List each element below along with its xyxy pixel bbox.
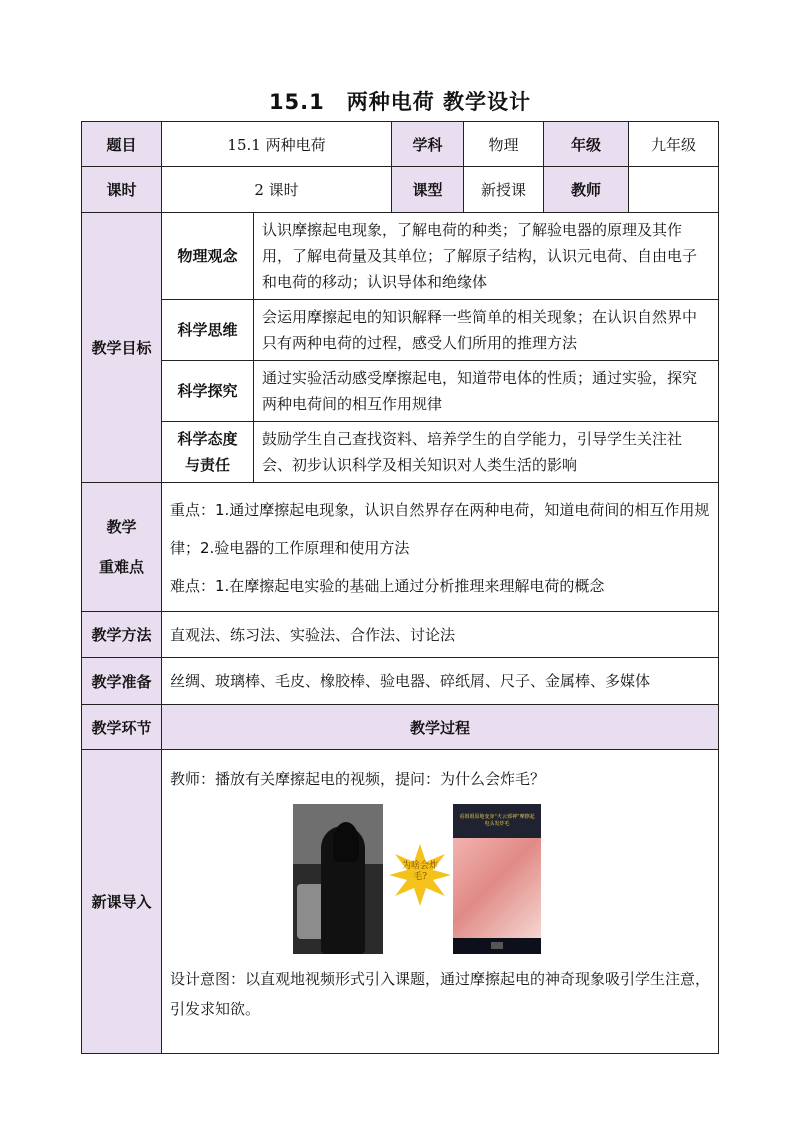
focus-content [162, 483, 719, 612]
video-control-icon [491, 942, 503, 949]
process-stage-label: 教学环节 [82, 705, 162, 750]
methods-value: 直观法、练习法、实验法、合作法、讨论法 [162, 612, 719, 658]
process-label: 教学过程 [162, 705, 719, 750]
methods-label: 教学方法 [82, 612, 162, 658]
prep-label: 教学准备 [82, 658, 162, 705]
objective-name-4 [162, 422, 254, 483]
objective-name-4-line1: 科学态度 [177, 430, 238, 448]
video-screenshot [293, 804, 543, 954]
lesson-plan-table [81, 121, 719, 1054]
intro-design-text: 设计意图：以直观地视频形式引入课题，通过摩擦起电的神奇现象吸引学生注意，引发求知欲。 [170, 970, 711, 1018]
video-frame-right [453, 804, 541, 954]
hours-label: 课时 [82, 167, 162, 213]
objective-name-2: 科学思维 [162, 300, 254, 361]
burst-text: 为啥会炸毛? [401, 861, 438, 882]
type-value: 新授课 [464, 167, 544, 213]
objective-name-1: 物理观念 [162, 213, 254, 300]
process-header-row [82, 705, 719, 750]
focus-difficult: 难点：1.在摩擦起电实验的基础上通过分析推理来理解电荷的概念 [170, 577, 605, 595]
row-hours [82, 167, 719, 213]
objective-text-4: 鼓励学生自己查找资料、培养学生的自学能力，引导学生关注社会、初步认识科学及相关知识对人类生活的影响 [254, 422, 719, 483]
teacher-label: 教师 [544, 167, 629, 213]
objective-text-1: 认识摩擦起电现象，了解电荷的种类；了解验电器的原理及其作用，了解电荷量及其单位；了解原子结构，认识元电荷、自由电子和电荷的移动；认识导体和绝缘体 [254, 213, 719, 300]
objective-name-3: 科学探究 [162, 361, 254, 422]
intro-row [82, 750, 719, 1054]
grade-label: 年级 [544, 122, 629, 167]
objective-text-2: 会运用摩擦起电的知识解释一些简单的相关现象；在认识自然界中只有两种电荷的过程，感受人们所用的推理方法 [254, 300, 719, 361]
focus-label-line2: 重难点 [98, 558, 144, 576]
methods-row [82, 612, 719, 658]
teacher-value [629, 167, 719, 213]
objective-row-1 [82, 213, 719, 300]
subject-label: 学科 [392, 122, 464, 167]
focus-label-line1: 教学 [106, 518, 137, 536]
video-frame-left [293, 804, 383, 954]
objective-row-2 [82, 300, 719, 361]
video-caption: 看姐姐原地变身“火云邪神”摩擦起电头发炸毛 [459, 814, 535, 827]
focus-row [82, 483, 719, 612]
topic-label: 题目 [82, 122, 162, 167]
intro-label: 新课导入 [82, 750, 162, 1054]
row-topic [82, 122, 719, 167]
topic-value: 15.1 两种电荷 [162, 122, 392, 167]
objective-name-4-line2: 与责任 [184, 456, 230, 474]
objective-row-4 [82, 422, 719, 483]
focus-key: 重点：1.通过摩擦起电现象，认识自然界存在两种电荷，知道电荷间的相互作用规律；2.验电器的工作原理和使用方法 [170, 501, 710, 557]
objectives-label: 教学目标 [82, 213, 162, 483]
objective-text-3: 通过实验活动感受摩擦起电，知道带电体的性质；通过实验，探究两种电荷间的相互作用规律 [254, 361, 719, 422]
intro-content [162, 750, 719, 1054]
prep-row [82, 658, 719, 705]
prep-value: 丝绸、玻璃棒、毛皮、橡胶棒、验电器、碎纸屑、尺子、金属棒、多媒体 [162, 658, 719, 705]
intro-teacher-text: 教师：播放有关摩擦起电的视频，提问：为什么会炸毛？ [170, 770, 546, 788]
objective-row-3 [82, 361, 719, 422]
subject-value: 物理 [464, 122, 544, 167]
grade-value: 九年级 [629, 122, 719, 167]
focus-label [82, 483, 162, 612]
page-title: 15.1 两种电荷 教学设计 [268, 90, 532, 114]
type-label: 课型 [392, 167, 464, 213]
hours-value: 2 课时 [162, 167, 392, 213]
